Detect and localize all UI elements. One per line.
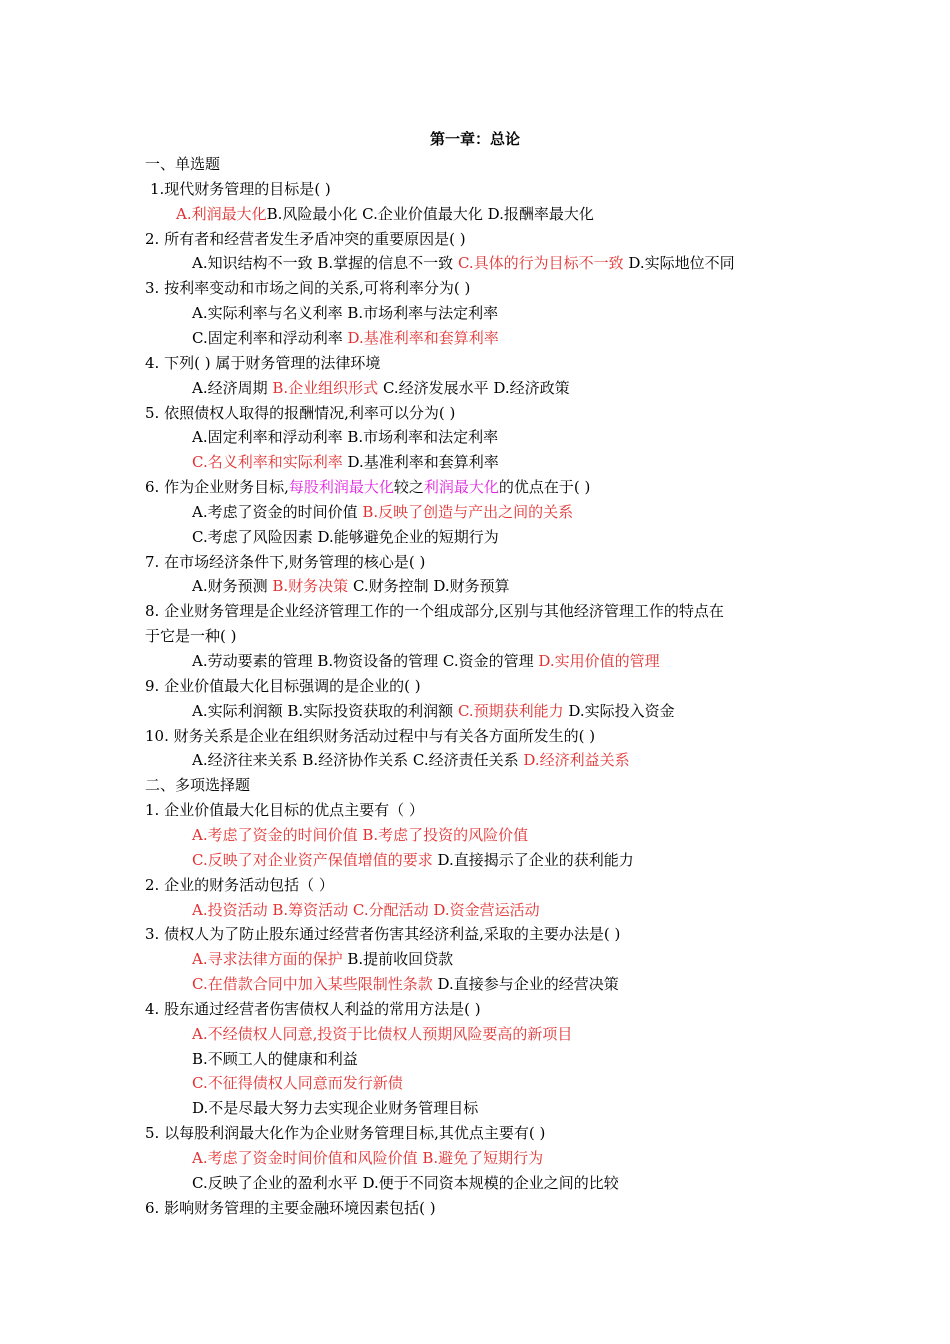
- text-line: [145, 998, 481, 1020]
- text-segment: D.实际地位不同: [623, 254, 735, 273]
- text-line: [192, 1048, 358, 1070]
- answer-highlight: D.实用价值的管理: [538, 652, 660, 670]
- term-highlight: 利润最大化: [423, 478, 499, 497]
- text-segment: 4. 股东通过经营者伤害债权人利益的常用方法是( ): [145, 999, 481, 1018]
- text-segment: 9. 企业价值最大化目标强调的是企业的( ): [145, 676, 421, 695]
- text-line: [145, 874, 334, 896]
- text-line: [192, 575, 510, 597]
- text-segment: A.经济周期: [192, 378, 273, 397]
- text-segment: C.经济发展水平 D.经济政策: [378, 378, 570, 397]
- text-segment: 4. 下列( ) 属于财务管理的法律环境: [145, 353, 381, 372]
- text-line: [176, 203, 594, 225]
- text-line: [145, 725, 595, 747]
- text-segment: 6. 影响财务管理的主要金融环境因素包括( ): [145, 1198, 436, 1217]
- answer-highlight: B.财务决策: [272, 577, 349, 596]
- answer-highlight: C.具体的行为目标不一致: [457, 254, 624, 273]
- text-line: [145, 277, 470, 299]
- answer-highlight: B.企业组织形式: [272, 378, 379, 397]
- text-segment: A.劳动要素的管理 B.物资设备的管理 C.资金的管理: [192, 652, 539, 670]
- text-segment: C.考虑了风险因素 D.能够避免企业的短期行为: [192, 527, 499, 546]
- chapter-title: 第一章：总论: [429, 130, 520, 148]
- text-line: [145, 625, 236, 647]
- text-line: [192, 973, 619, 995]
- text-segment: D.直接参与企业的经营决策: [432, 975, 619, 994]
- text-segment: A.实际利率与名义利率 B.市场利率与法定利率: [192, 304, 499, 323]
- text-segment: 1. 企业价值最大化目标的优点主要有（ ）: [145, 801, 424, 820]
- text-line: [192, 849, 634, 871]
- text-segment: A.知识结构不一致 B.掌握的信息不一致: [192, 254, 458, 273]
- text-line: [192, 327, 499, 349]
- answer-highlight: D.经济利益关系: [523, 751, 630, 770]
- text-line: [192, 948, 453, 970]
- text-segment: 8. 企业财务管理是企业经济管理工作的一个组成部分,区别与其他经济管理工作的特点在: [145, 602, 724, 621]
- answer-highlight: A.投资活动 B.筹资活动 C.分配活动 D.资金营运活动: [192, 900, 540, 919]
- answer-highlight: B.反映了创造与产出之间的关系: [362, 502, 574, 521]
- text-line: [192, 700, 675, 722]
- text-line: [192, 899, 540, 921]
- text-segment: 10. 财务关系是企业在组织财务活动过程中与有关各方面所发生的( ): [145, 726, 596, 745]
- text-line: [145, 799, 424, 821]
- text-segment: A.考虑了资金的时间价值: [192, 502, 363, 521]
- text-segment: D.不是尽最大努力去实现企业财务管理目标: [192, 1099, 479, 1118]
- text-segment: B.提前收回贷款: [342, 950, 454, 969]
- text-segment: C.财务控制 D.财务预算: [348, 577, 510, 596]
- text-line: [145, 774, 250, 796]
- text-segment: 2. 所有者和经营者发生矛盾冲突的重要原因是( ): [145, 229, 466, 248]
- text-line: [192, 1147, 543, 1169]
- text-segment: A.实际利润额 B.实际投资获取的利润额: [192, 701, 458, 720]
- text-segment: B.风险最小化 C.企业价值最大化 D.报酬率最大化: [266, 204, 594, 223]
- answer-highlight: A.考虑了资金的时间价值 B.考虑了投资的风险价值: [192, 825, 529, 844]
- text-segment: 7. 在市场经济条件下,财务管理的核心是( ): [145, 552, 426, 571]
- answer-highlight: A.考虑了资金时间价值和风险价值 B.避免了短期行为: [192, 1149, 544, 1167]
- text-line: [150, 178, 331, 200]
- text-segment: B.不顾工人的健康和利益: [192, 1049, 358, 1068]
- text-segment: C.固定利率和浮动利率: [192, 328, 348, 347]
- text-segment: 一、单选题: [145, 155, 221, 173]
- answer-highlight: A.不经债权人同意,投资于比债权人预期风险要高的新项目: [192, 1024, 573, 1043]
- text-line: [145, 923, 620, 945]
- text-line: [192, 302, 498, 324]
- text-line: [192, 650, 660, 672]
- text-segment: A.经济往来关系 B.经济协作关系 C.经济责任关系: [192, 751, 524, 770]
- text-segment: C.反映了企业的盈利水平 D.便于不同资本规模的企业之间的比较: [192, 1173, 619, 1192]
- answer-highlight: D.基准利率和套算利率: [347, 328, 499, 347]
- text-segment: D.实际投入资金: [563, 701, 675, 720]
- text-line: [145, 228, 466, 250]
- text-line: [145, 153, 220, 175]
- text-line: [192, 1023, 572, 1045]
- answer-highlight: C.反映了对企业资产保值增值的要求: [192, 850, 433, 869]
- text-segment: D.直接揭示了企业的获利能力: [432, 850, 634, 869]
- answer-highlight: A.寻求法律方面的保护: [192, 950, 343, 969]
- text-segment: A.固定利率和浮动利率 B.市场利率和法定利率: [192, 428, 499, 447]
- text-segment: 5. 依照债权人取得的报酬情况,利率可以分为( ): [145, 403, 456, 422]
- text-segment: 于它是一种( ): [145, 627, 237, 646]
- text-segment: 6. 作为企业财务目标,: [145, 478, 289, 497]
- text-line: [192, 526, 499, 548]
- text-segment: 较之: [393, 478, 424, 497]
- text-segment: 5. 以每股利润最大化作为企业财务管理目标,其优点主要有( ): [145, 1124, 546, 1143]
- answer-highlight: A.利润最大化: [176, 204, 267, 223]
- answer-highlight: C.不征得债权人同意而发行新债: [192, 1074, 403, 1093]
- answer-highlight: C.在借款合同中加入某些限制性条款: [192, 975, 433, 994]
- text-line: [145, 1197, 436, 1219]
- text-line: [192, 451, 499, 473]
- text-line: [145, 352, 380, 374]
- text-line: [192, 1172, 619, 1194]
- text-segment: D.基准利率和套算利率: [342, 453, 499, 472]
- text-segment: 2. 企业的财务活动包括（ ）: [145, 875, 334, 894]
- text-line: [192, 377, 570, 399]
- text-line: [192, 426, 498, 448]
- text-line: [145, 402, 455, 424]
- text-segment: 1.现代财务管理的目标是( ): [150, 179, 331, 198]
- text-line: [145, 551, 425, 573]
- text-segment: A.财务预测: [192, 577, 273, 596]
- text-line: [145, 600, 724, 622]
- text-line: [145, 476, 590, 498]
- answer-highlight: C.名义利率和实际利率: [192, 453, 343, 472]
- text-line: [192, 1072, 403, 1094]
- text-line: [192, 749, 630, 771]
- text-segment: 的优点在于( ): [498, 478, 591, 497]
- text-segment: 3. 债权人为了防止股东通过经营者伤害其经济利益,采取的主要办法是( ): [145, 925, 621, 944]
- term-highlight: 每股利润最大化: [288, 478, 394, 497]
- text-line: [192, 1097, 478, 1119]
- text-segment: 3. 按利率变动和市场之间的关系,可将利率分为( ): [145, 279, 471, 298]
- text-line: [192, 824, 528, 846]
- text-line: [145, 1122, 545, 1144]
- text-line: [145, 675, 421, 697]
- answer-highlight: C.预期获利能力: [457, 701, 564, 720]
- text-segment: 二、多项选择题: [145, 776, 251, 795]
- text-line: [192, 501, 573, 523]
- text-line: [192, 252, 735, 274]
